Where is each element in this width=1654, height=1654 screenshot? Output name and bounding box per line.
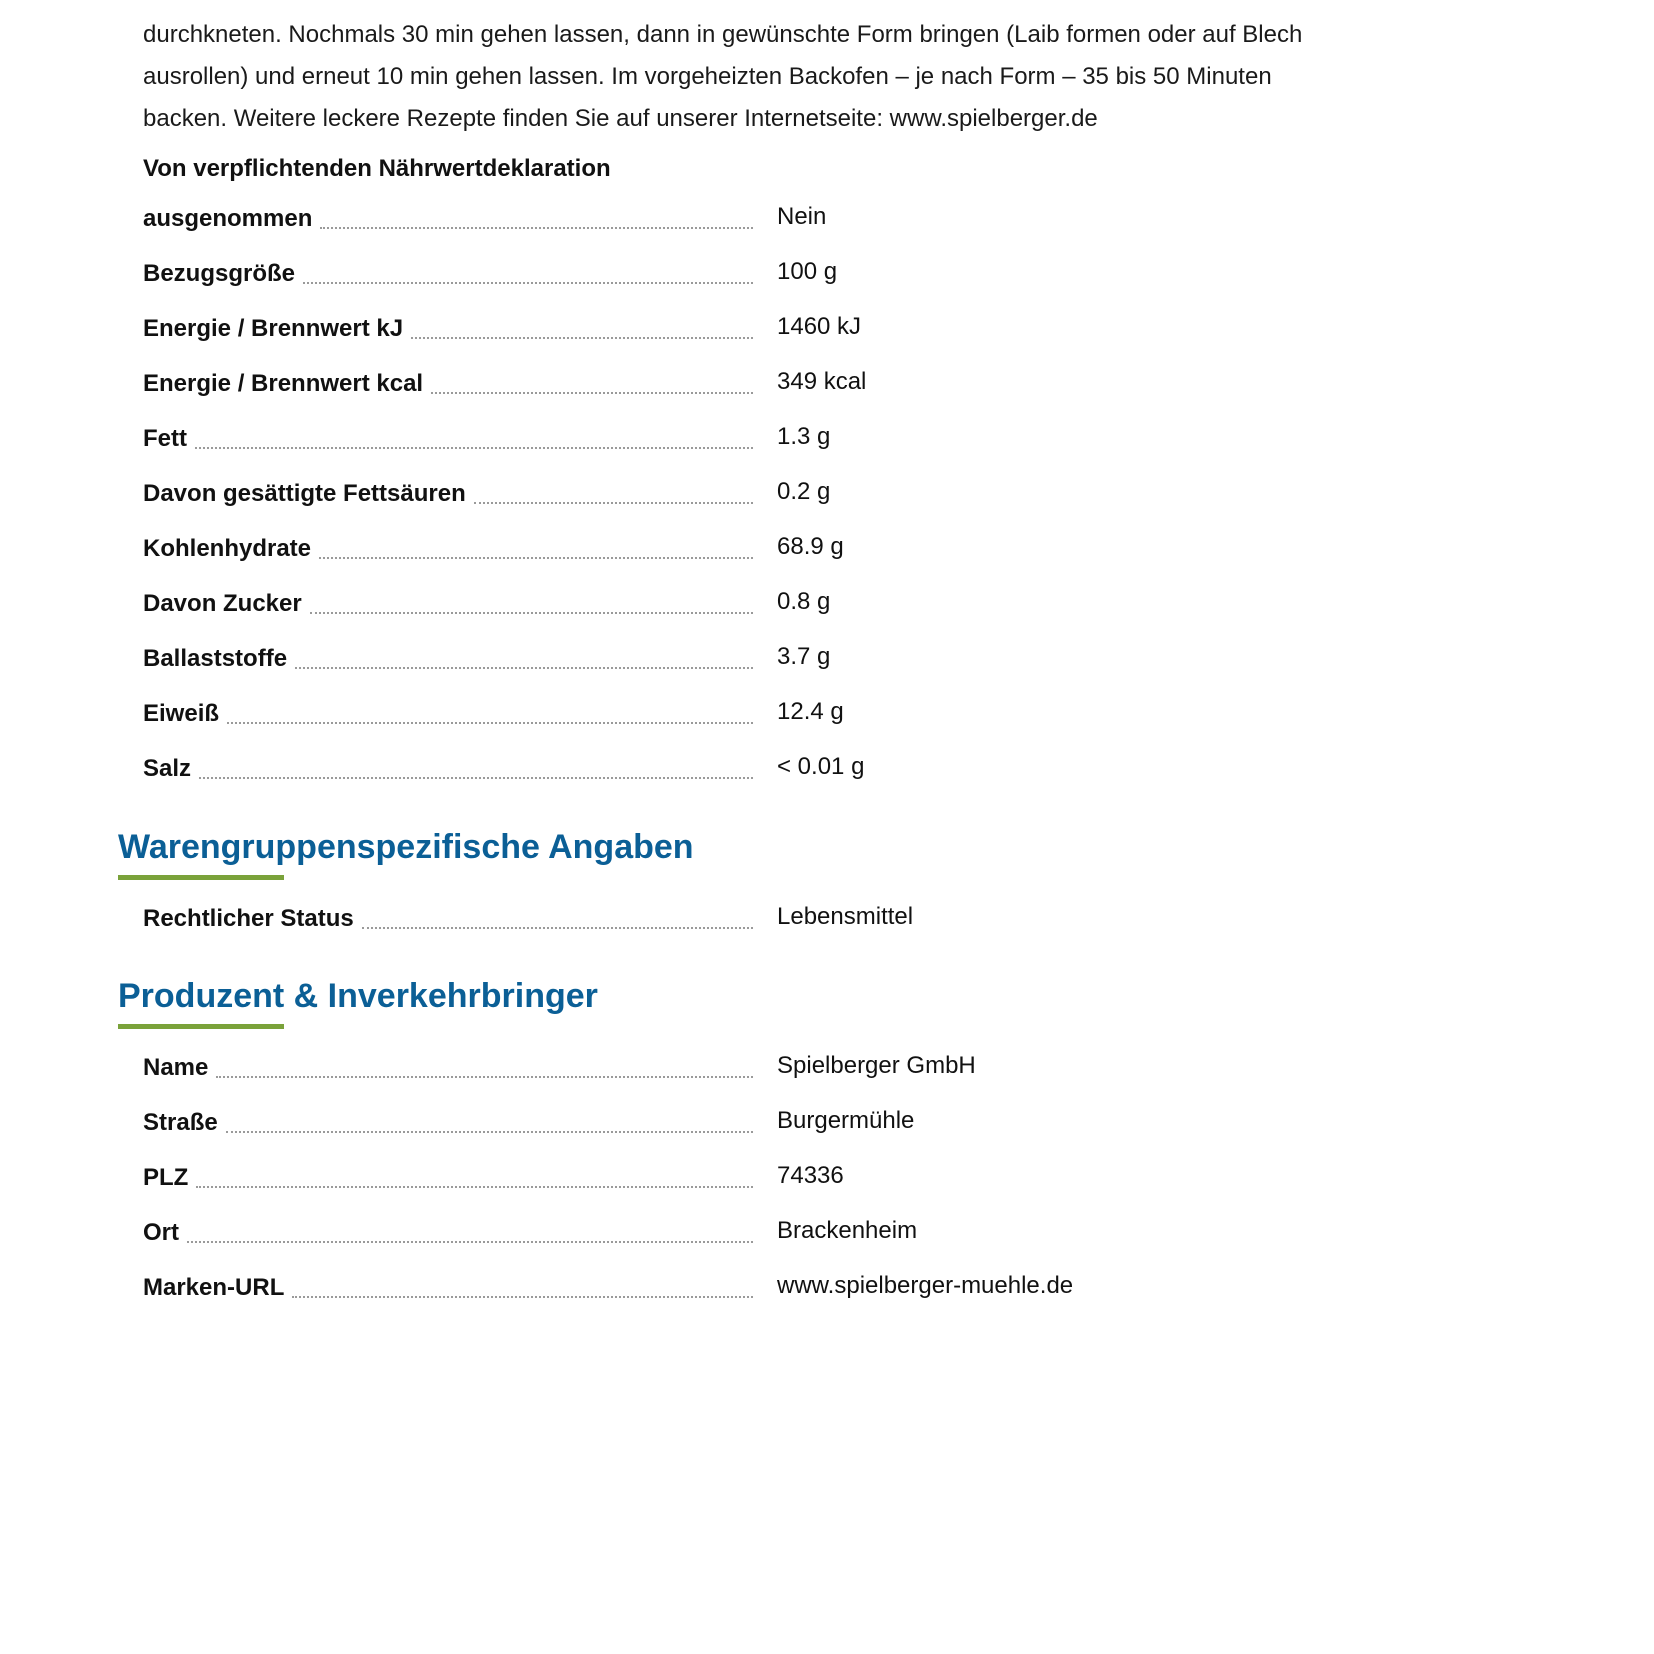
row-value: 74336 — [777, 1162, 844, 1189]
row-label: Salz — [143, 755, 192, 782]
row-label: Rechtlicher Status — [143, 905, 354, 932]
row-label: Name — [143, 1054, 209, 1081]
row-label: Eiweiß — [143, 700, 220, 727]
row-producer-city — [143, 1212, 1443, 1267]
row-label: Fett — [143, 425, 187, 452]
nutrition-row-energy-kj — [143, 308, 1443, 363]
dotted-leader — [216, 1076, 753, 1078]
section-underline — [118, 875, 284, 880]
dotted-leader — [187, 1241, 753, 1243]
section-title-producer: Produzent & Inverkehrbringer — [118, 977, 598, 1015]
row-value: Brackenheim — [777, 1217, 918, 1244]
row-label: Ort — [143, 1219, 179, 1246]
row-value: 12.4 g — [777, 698, 844, 725]
row-value: Nein — [777, 203, 827, 230]
row-value: Spielberger GmbH — [777, 1052, 976, 1079]
row-value: 1460 kJ — [777, 313, 862, 340]
dotted-leader — [411, 337, 753, 339]
row-label: PLZ — [143, 1164, 189, 1191]
dotted-leader — [199, 777, 753, 779]
dotted-leader — [195, 447, 753, 449]
row-label: Bezugsgröße — [143, 260, 296, 287]
nutrition-row-carbohydrates — [143, 528, 1443, 583]
dotted-leader — [362, 927, 753, 929]
dotted-leader — [295, 667, 753, 669]
dotted-leader — [292, 1296, 753, 1298]
recipe-text-line: backen. Weitere leckere Rezepte finden Sie auf unserer Internetseite: www.spielberger.de — [143, 105, 1098, 132]
section-underline — [118, 1024, 284, 1029]
row-value: 100 g — [777, 258, 838, 285]
dotted-leader — [303, 282, 753, 284]
row-value: 1.3 g — [777, 423, 831, 450]
nutrition-row-exempt — [143, 198, 1443, 253]
row-producer-street — [143, 1102, 1443, 1157]
row-value: 0.2 g — [777, 478, 831, 505]
section-title-product-group: Warengruppenspezifische Angaben — [118, 828, 694, 866]
recipe-text — [143, 14, 1443, 140]
row-label: Davon gesättigte Fettsäuren — [143, 480, 466, 507]
nutrition-row-sugar — [143, 583, 1443, 638]
nutrition-exemption-label: Von verpflichtenden Nährwertdeklaration — [143, 155, 611, 182]
row-label: ausgenommen — [143, 205, 313, 232]
dotted-leader — [431, 392, 753, 394]
nutrition-row-saturated-fat — [143, 473, 1443, 528]
dotted-leader — [226, 1131, 753, 1133]
row-producer-name — [143, 1047, 1443, 1102]
row-value: < 0.01 g — [777, 753, 865, 780]
row-value: Lebensmittel — [777, 903, 914, 930]
nutrition-row-energy-kcal — [143, 363, 1443, 418]
row-brand-url — [143, 1267, 1443, 1322]
row-legal-status — [143, 898, 1443, 953]
producer-table — [143, 1047, 1443, 1322]
dotted-leader — [319, 557, 753, 559]
nutrition-row-fiber — [143, 638, 1443, 693]
row-value: 0.8 g — [777, 588, 831, 615]
nutrition-row-protein — [143, 693, 1443, 748]
dotted-leader — [310, 612, 753, 614]
product-group-table — [143, 898, 1443, 953]
row-value: 3.7 g — [777, 643, 831, 670]
nutrition-row-reference-size — [143, 253, 1443, 308]
nutrition-row-salt — [143, 748, 1443, 803]
row-label: Marken-URL — [143, 1274, 285, 1301]
dotted-leader — [227, 722, 753, 724]
row-label: Energie / Brennwert kcal — [143, 370, 424, 397]
row-label: Straße — [143, 1109, 218, 1136]
row-value: www.spielberger-muehle.de — [777, 1272, 1074, 1299]
row-producer-postcode — [143, 1157, 1443, 1212]
row-value: 68.9 g — [777, 533, 844, 560]
dotted-leader — [474, 502, 753, 504]
recipe-text-line: durchkneten. Nochmals 30 min gehen lassen, dann in gewünschte Form bringen (Laib formen oder auf Blech — [143, 21, 1303, 48]
row-label: Kohlenhydrate — [143, 535, 312, 562]
dotted-leader — [320, 227, 753, 229]
row-label: Energie / Brennwert kJ — [143, 315, 404, 342]
dotted-leader — [196, 1186, 753, 1188]
row-label: Ballaststoffe — [143, 645, 288, 672]
nutrition-table — [143, 198, 1443, 803]
row-label: Davon Zucker — [143, 590, 302, 617]
nutrition-row-fat — [143, 418, 1443, 473]
row-value: 349 kcal — [777, 368, 867, 395]
row-value: Burgermühle — [777, 1107, 915, 1134]
recipe-text-line: ausrollen) und erneut 10 min gehen lassen. Im vorgeheizten Backofen – je nach Form – 35 bis 50 Minuten — [143, 63, 1272, 90]
